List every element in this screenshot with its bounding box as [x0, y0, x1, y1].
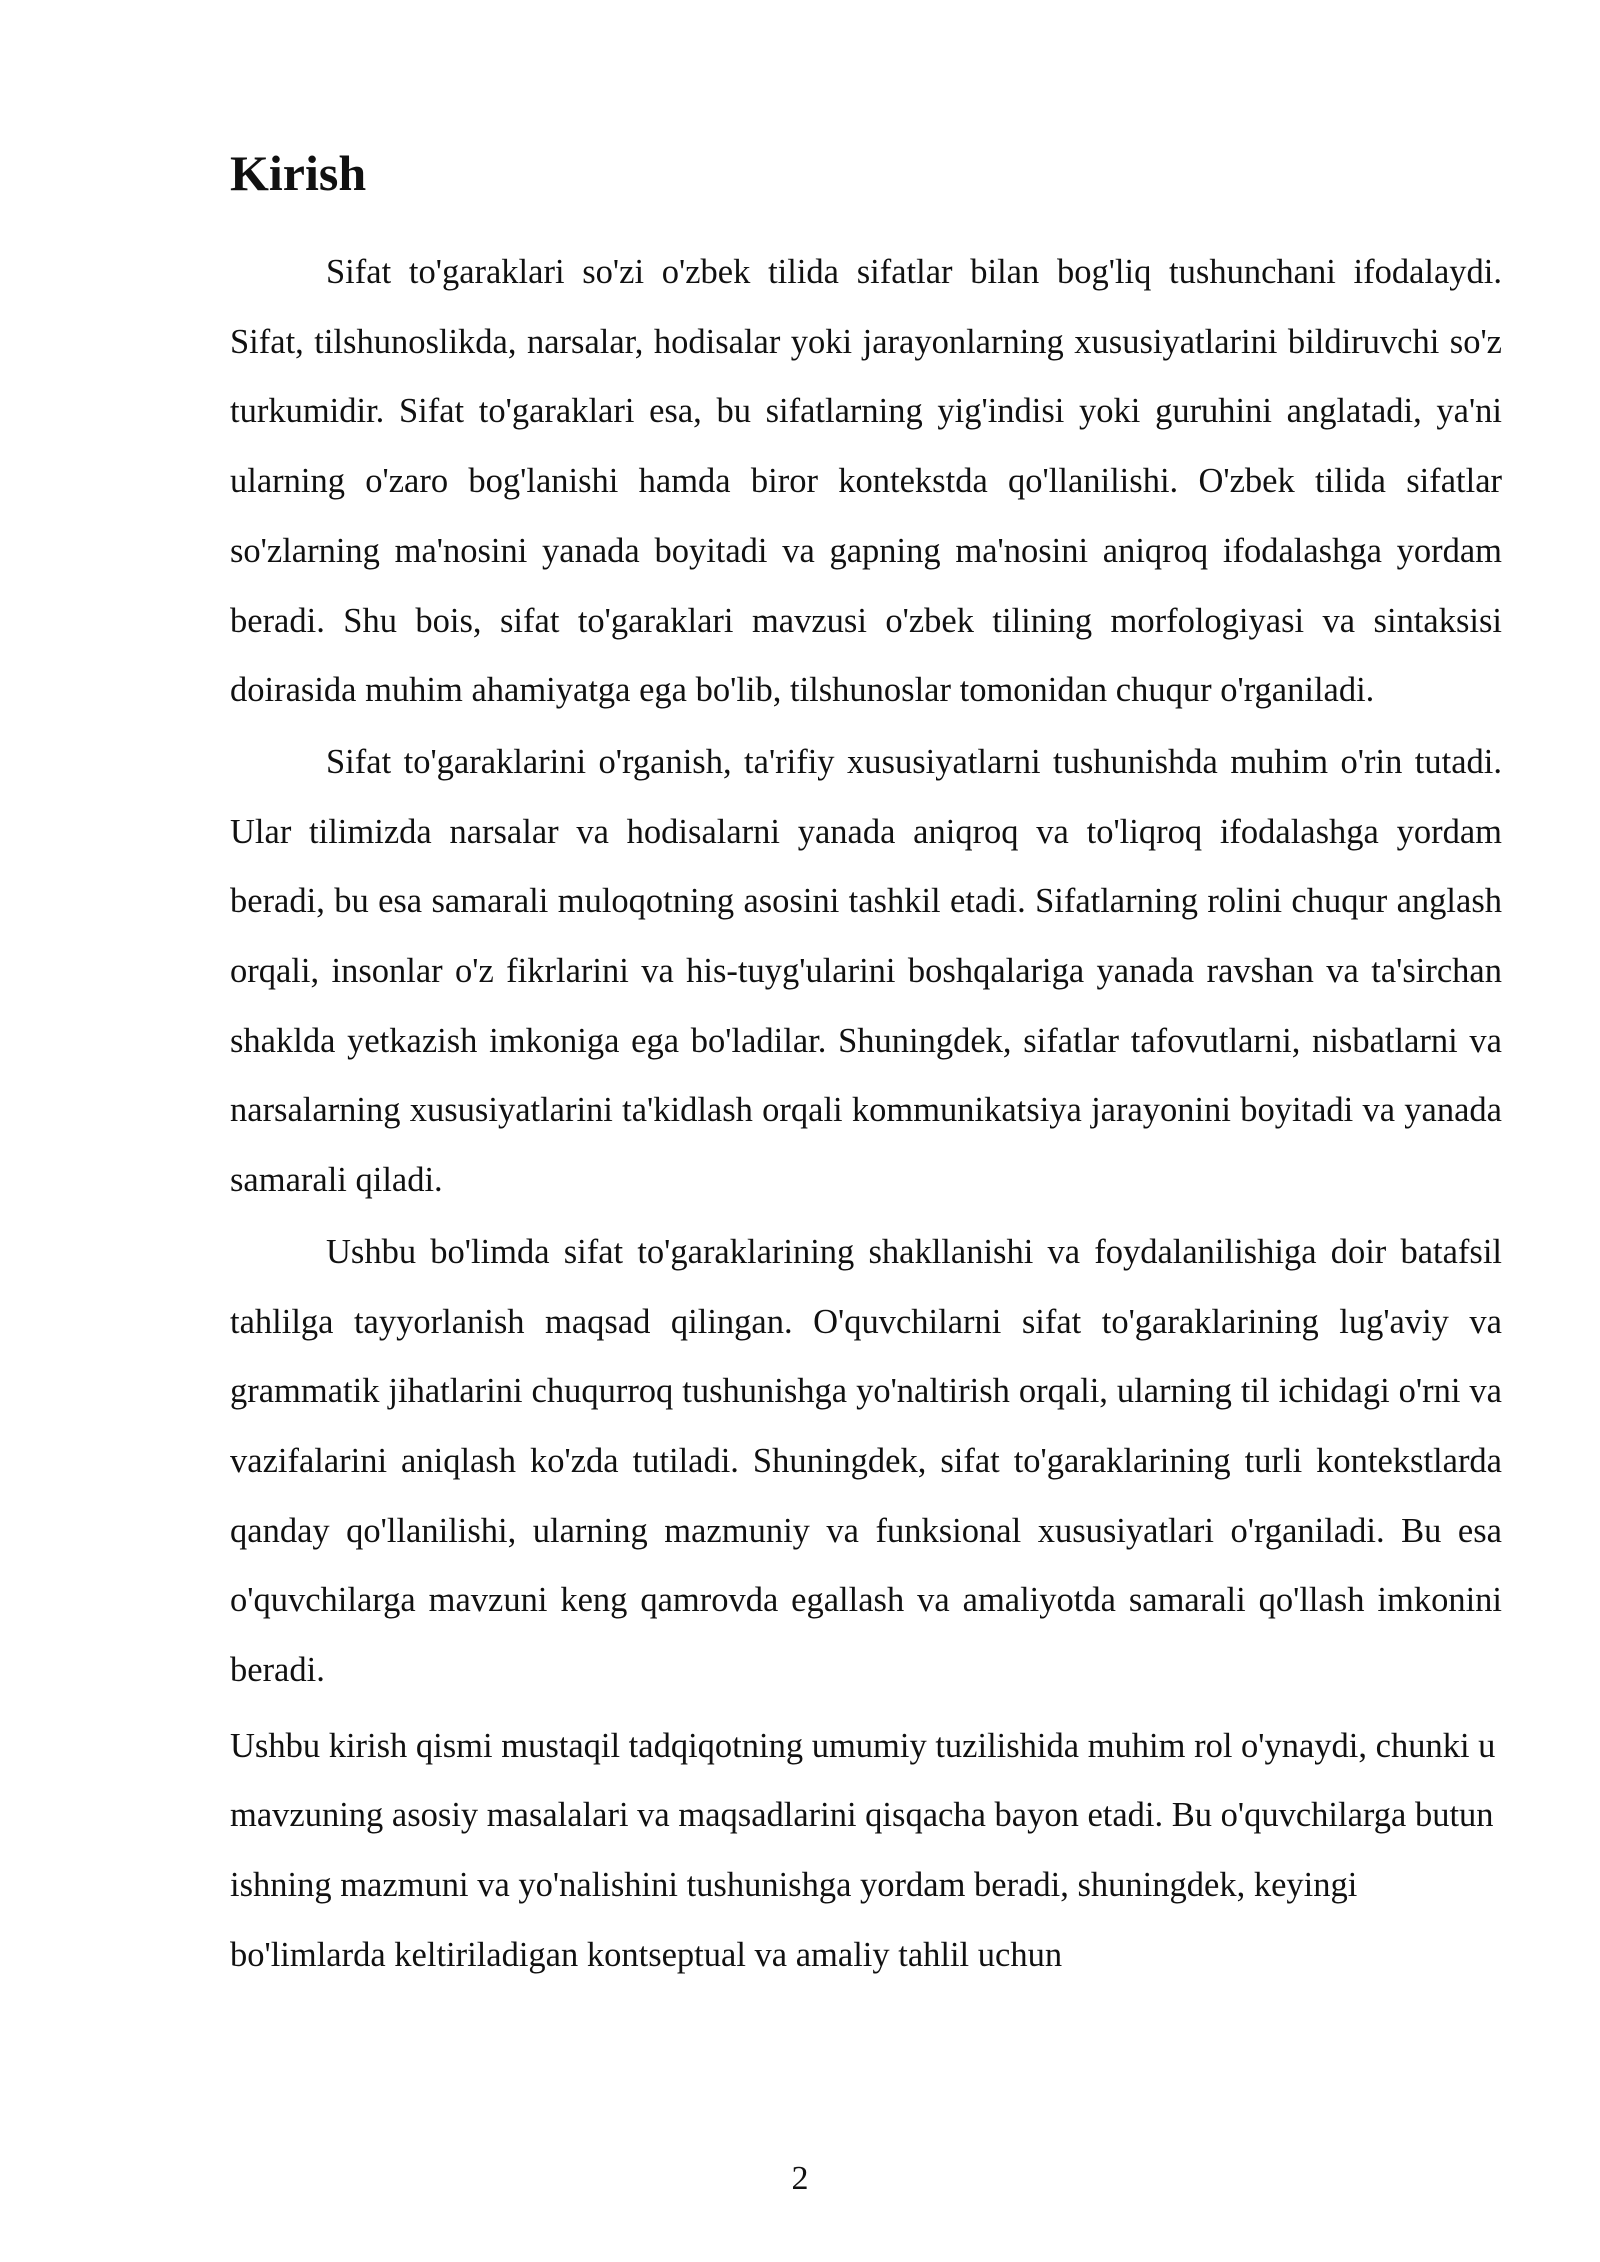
body-text	[230, 238, 1502, 1991]
section-heading: Kirish	[230, 145, 367, 201]
paragraph-1: Sifat to'garaklari so'zi o'zbek tilida sifatlar bilan bog'liq tushunchani ifodalaydi. Sifat, tilshunoslikda, narsalar, hodisalar yoki jarayonlarning xususiyatlarini bildiruvchi so'z turkumidir. Sifat to'garaklari esa, bu sifatlarning yig'indisi yoki guruhini anglatadi, ya'ni ularning o'zaro bog'lanishi hamda biror kontekstda qo'llanilishi. O'zbek tilida sifatlar so'zlarning ma'nosini yanada boyitadi va gapning ma'nosini aniqroq ifodalashga yordam beradi. Shu bois, sifat to'garaklari mavzusi o'zbek tilining morfologiyasi va sintaksisi doirasida muhim ahamiyatga ega bo'lib, tilshunoslar tomonidan chuqur o'rganiladi.	[230, 253, 1502, 710]
paragraph-2: Sifat to'garaklarini o'rganish, ta'rifiy xususiyatlarni tushunishda muhim o'rin tutadi. Ular tilimizda narsalar va hodisalarni yanada aniqroq va to'liqroq ifodalashga yordam beradi, bu esa samarali muloqotning asosini tashkil etadi. Sifatlarning rolini chuqur anglash orqali, insonlar o'z fikrlarini va his-tuyg'ularini boshqalariga yanada ravshan va ta'sirchan shaklda yetkazish imkoniga ega bo'ladilar. Shuningdek, sifatlar tafovutlarni, nisbatlarni va narsalarning xususiyatlarini ta'kidlash orqali kommunikatsiya jarayonini boyitadi va yanada samarali qiladi.	[230, 742, 1502, 1200]
page-number: 2	[791, 2160, 809, 2197]
paragraph-4: Ushbu kirish qismi mustaqil tadqiqotning umumiy tuzilishida muhim rol o'ynaydi, chunki u mavzuning asosiy masalalari va maqsadlarini qisqacha bayon etadi. Bu o'quvchilarga butun ishning mazmuni va yo'nalishini tushunishga yordam beradi, shuningdek, keyingi bo'limlarda keltiriladigan kontseptual va amaliy tahlil uchun	[230, 1726, 1496, 1974]
paragraph-3: Ushbu bo'limda sifat to'garaklarining shakllanishi va foydalanilishiga doir batafsil tahlilga tayyorlanish maqsad qilingan. O'quvchilarni sifat to'garaklarining lug'aviy va grammatik jihatlarini chuqurroq tushunishga yo'naltirish orqali, ularning til ichidagi o'rni va vazifalarini aniqlash ko'zda tutiladi. Shuningdek, sifat to'garaklarining turli kontekstlarda qanday qo'llanilishi, ularning mazmuniy va funksional xususiyatlari o'rganiladi. Bu esa o'quvchilarga mavzuni keng qamrovda egallash va amaliyotda samarali qo'llash imkonini beradi.	[230, 1232, 1502, 1690]
